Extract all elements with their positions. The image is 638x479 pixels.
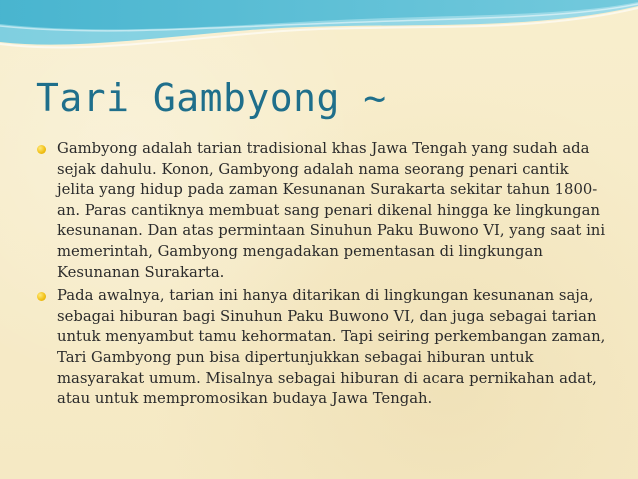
bullet-list: [36, 139, 606, 413]
bullet-dot-icon: [37, 292, 46, 301]
bullet-item: [36, 286, 606, 410]
header-wave-decoration: [0, 0, 638, 70]
bullet-text: Pada awalnya, tarian ini hanya ditarikan di lingkungan kesunanan saja, sebagai hiburan bagi Sinuhun Paku Buwono VI, dan juga sebagai tarian untuk menyambut tamu kehormatan. Tapi seiring perkembangan zaman, Tari Gambyong pun bisa dipertunjukkan sebagai hiburan untuk masyarakat umum. Misalnya sebagai hiburan di acara pernikahan adat, atau untuk mempromosikan budaya Jawa Tengah.: [57, 287, 606, 408]
bullet-dot-icon: [37, 145, 46, 154]
bullet-item: [36, 139, 606, 283]
bullet-text: Gambyong adalah tarian tradisional khas Jawa Tengah yang sudah ada sejak dahulu. Konon, Gambyong adalah nama seorang penari cantik jelita yang hidup pada zaman Kesunanan Surakarta sekitar tahun 1800-an. Paras cantiknya membuat sang penari dikenal hingga ke lingkungan kesunanan. Dan atas permintaan Sinuhun Paku Buwono VI, yang saat ini memerintah, Gambyong mengadakan pementasan di lingkungan Kesunanan Surakarta.: [57, 140, 606, 281]
slide-title: Tari Gambyong ~: [36, 76, 387, 120]
